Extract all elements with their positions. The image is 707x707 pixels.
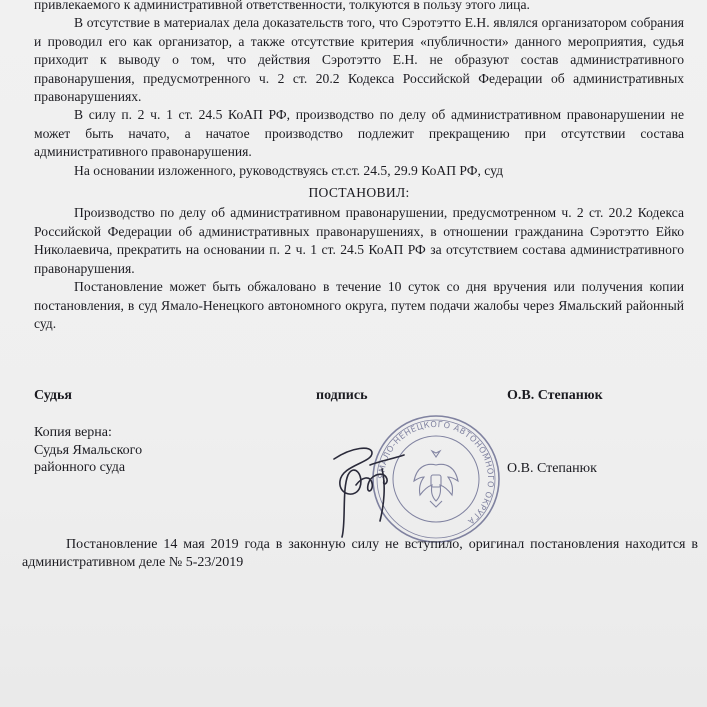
document-body	[34, 0, 684, 333]
paragraph-legal-basis: В силу п. 2 ч. 1 ст. 24.5 КоАП РФ, производство по делу об административном правонарушении не может быть начато, а начатое производство подлежит прекращению при отсутствии состава административного правонарушения.	[34, 107, 684, 160]
copy-judge-name: О.В. Степанюк	[507, 461, 597, 476]
seal-ring-text: ЯМАЛО-НЕНЕЦКОГО АВТОНОМНОГО ОКРУГА	[375, 418, 497, 527]
paragraph-ruling: Производство по делу об административном правонарушении, предусмотренном ч. 2 ст. 20.2 Кодекса Российской Федерации об административных правонарушениях, в отношении гражданина Сэротэтто Ейко Николаевича, прекратить на основании п. 2 ч. 1 ст. 24.5 КоАП РФ за отсутствием состава административного правонарушения.	[34, 205, 684, 276]
paragraph-evidence: В отсутствие в материалах дела доказательств того, что Сэротэтто Е.Н. являлся организатором собрания и проводил его как организатор, а также отсутствие критерия «публичности» данного мероприятия, судья приходит к выводу о том, что действия Сэротэтто Е.Н. не образуют состав административного правонарушения, предусмотренного ч. 2 ст. 20.2 Кодекса Российской Федерации об административных правонарушениях.	[34, 15, 684, 105]
final-note	[22, 536, 698, 572]
copy-line-1: Копия верна:	[34, 425, 112, 440]
paragraph-guided-by: На основании изложенного, руководствуясь ст.ст. 24.5, 29.9 КоАП РФ, суд	[74, 162, 504, 178]
copy-verified-block	[34, 424, 142, 477]
final-note-text: Постановление 14 мая 2019 года в законную силу не вступило, оригинал постановления находится в административном деле № 5-23/2019	[22, 537, 698, 570]
handwritten-signature	[312, 425, 432, 545]
copy-line-2: Судья Ямальского	[34, 442, 143, 458]
copy-line-3: районного суда	[34, 460, 126, 475]
paragraph-appeal: Постановление может быть обжаловано в течение 10 суток со дня вручения или получения копии постановления, в суд Ямало-Ненецкого автономного округа, путем подачи жалобы через Ямальский районный суд.	[34, 279, 684, 331]
judge-name: О.В. Степанюк	[507, 388, 603, 403]
top-partial-line: привлекаемого к административной ответственности, толкуются в пользу этого лица.	[34, 0, 530, 12]
ruling-heading: ПОСТАНОВИЛ:	[308, 185, 410, 201]
podpis-label: подпись	[316, 388, 368, 403]
judge-label: Судья	[34, 388, 72, 403]
